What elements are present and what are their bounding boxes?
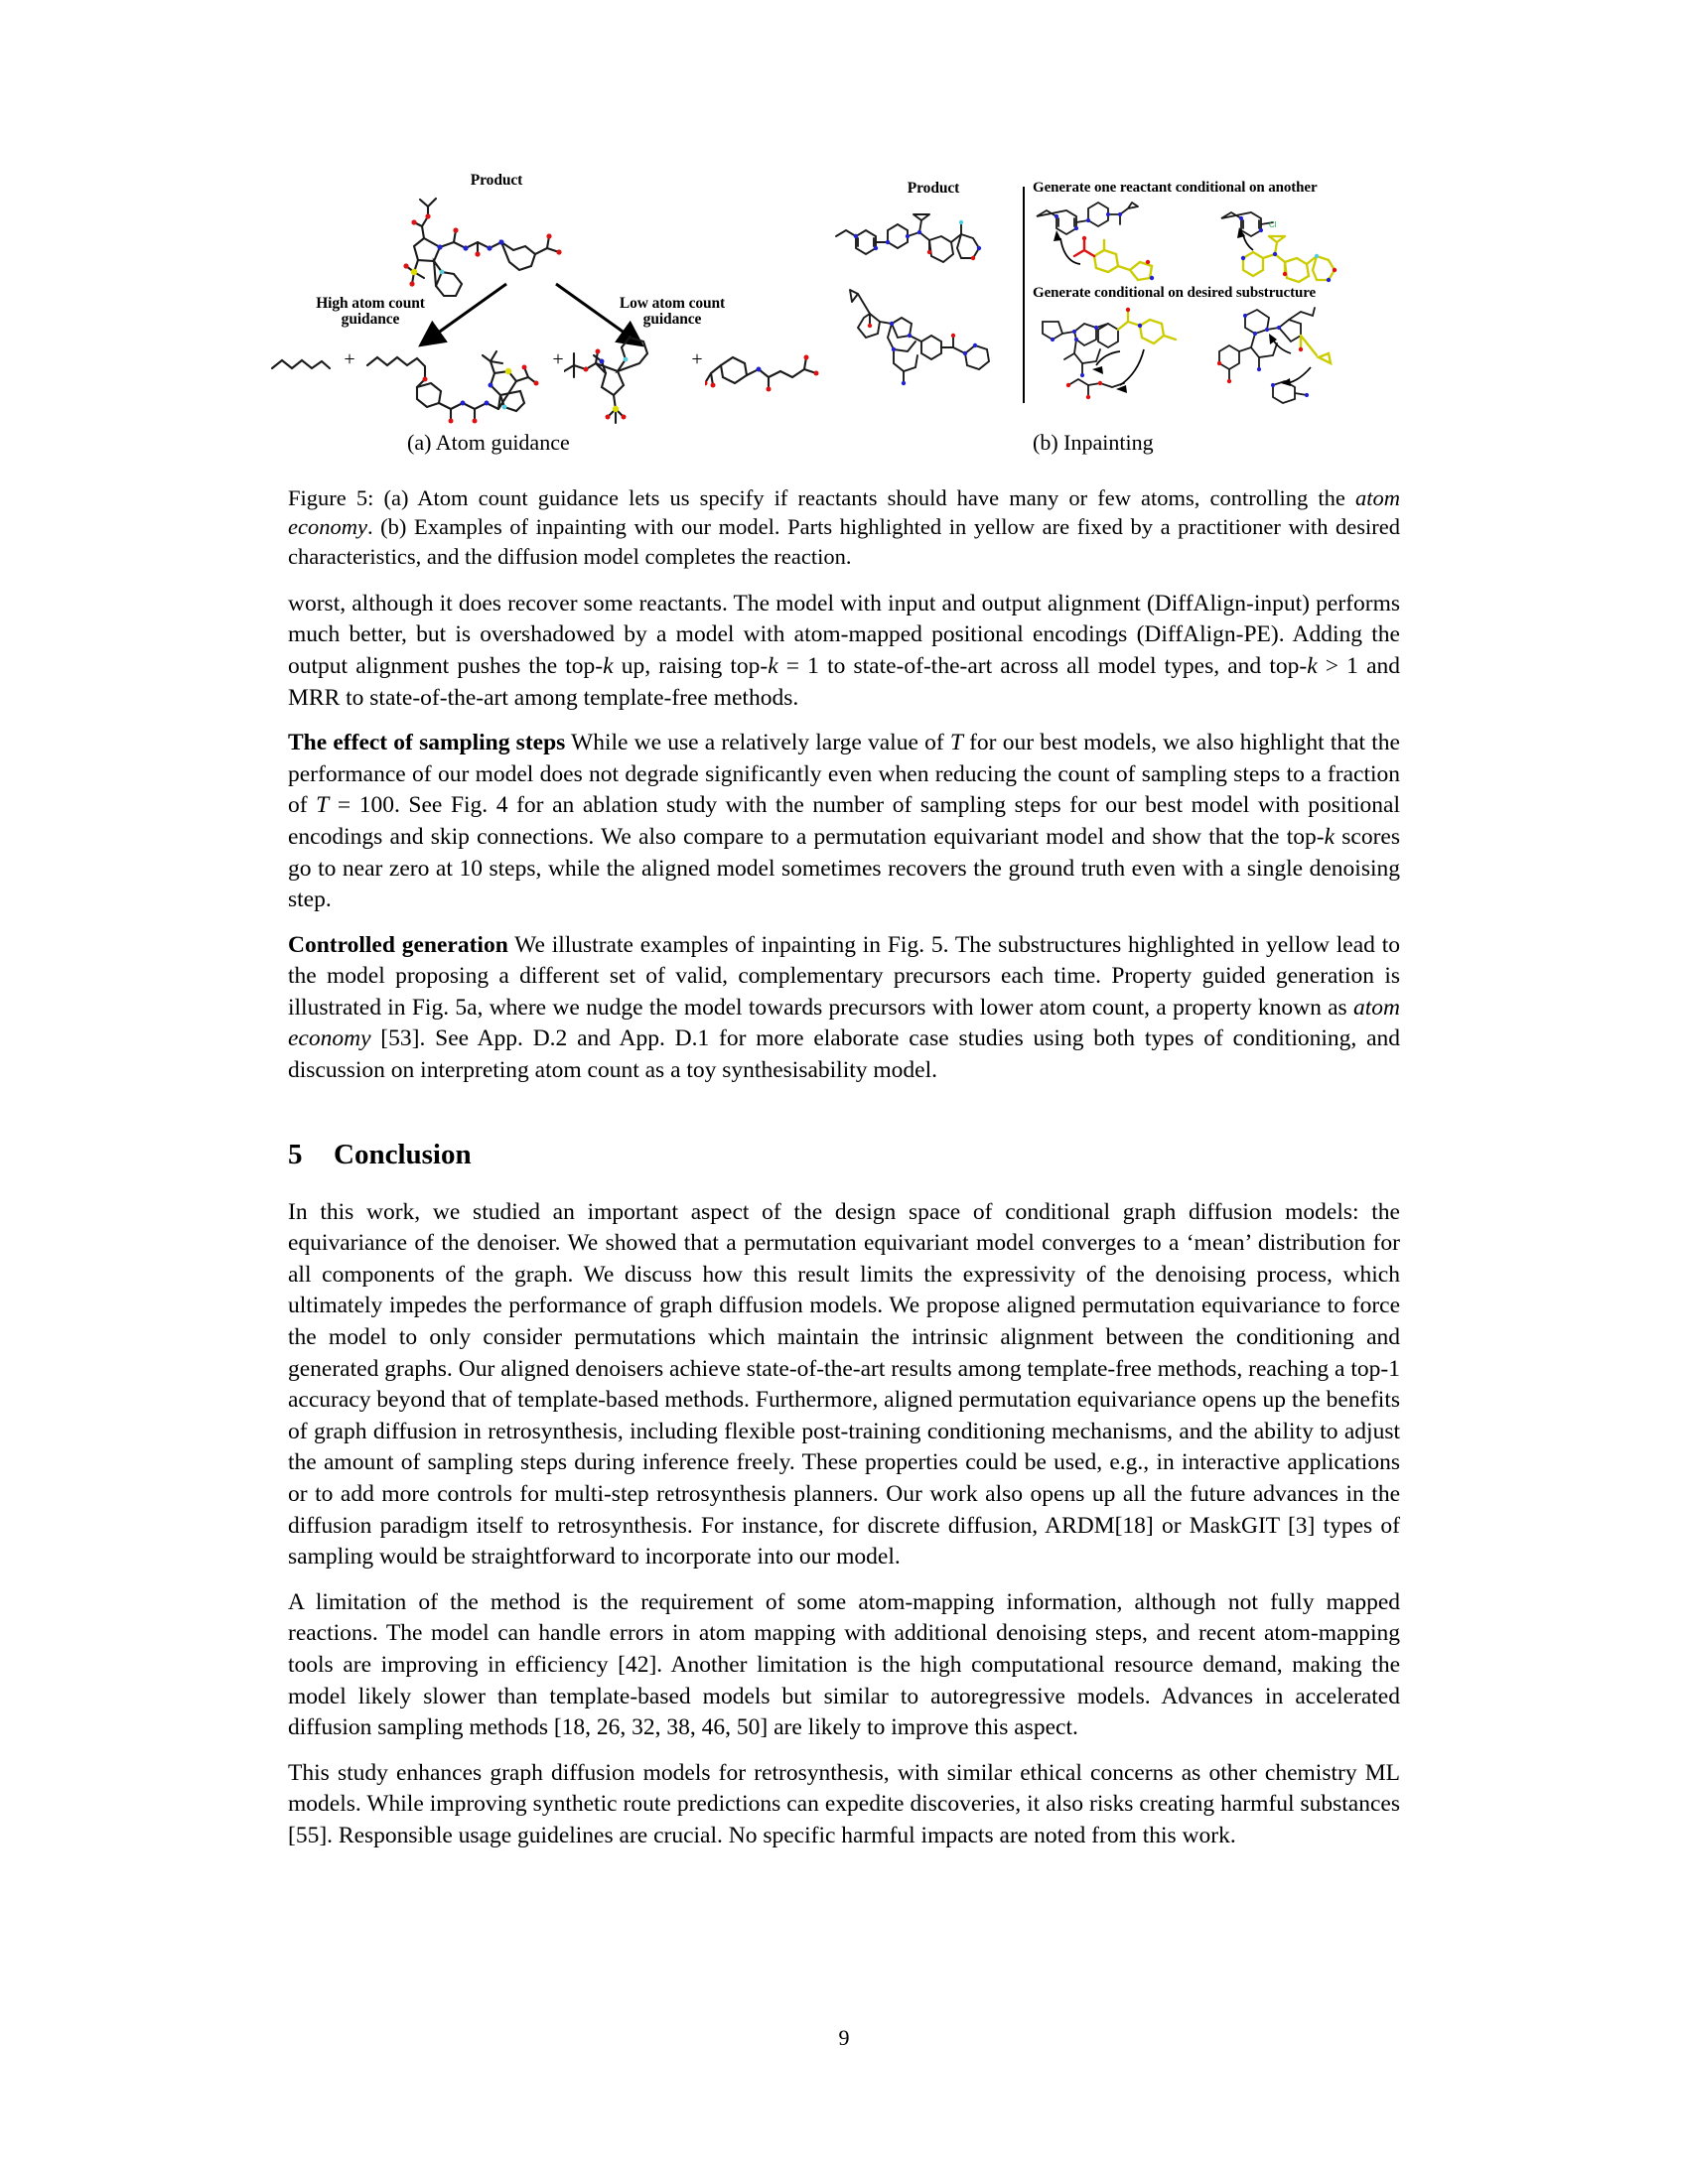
panel-b-product-label: Product [907, 180, 960, 197]
paragraph-worst [288, 589, 1400, 714]
reactant-low-atom-molecule-2 [705, 340, 834, 409]
reactant-low-atom-molecule-1 [564, 336, 693, 425]
inpainting-example-2 [1219, 201, 1398, 286]
para-sampling-T2: T [316, 792, 330, 819]
section-title: Conclusion [334, 1138, 472, 1170]
high-atom-count-line1: High atom count [316, 295, 425, 312]
para-worst-k1: k [603, 652, 614, 679]
plus-sign-a2: + [552, 348, 564, 370]
para-sampling-lead: The effect of sampling steps [288, 730, 566, 756]
figure-5 [288, 172, 1400, 571]
panel-b-product-molecule-1 [834, 210, 1013, 280]
para-worst-eq1: = 1 [777, 652, 819, 679]
panel-b-bottom-section-title: Generate conditional on desired substructure [1033, 285, 1317, 301]
figure-caption [288, 483, 1400, 571]
inpainting-example-4 [1217, 306, 1396, 405]
low-atom-count-line2: guidance [642, 311, 702, 329]
page-number: 9 [838, 2025, 850, 2050]
para-worst-seg2: up, raising top- [613, 652, 769, 679]
panel-a-product-label: Product [470, 172, 523, 189]
para-sampling-seg1: While we use a relatively large value of [565, 730, 950, 756]
para-controlled-lead: Controlled generation [288, 931, 508, 958]
para-controlled-italic-atom-economy: atom economy [288, 994, 1400, 1052]
reactant-alkane-left [268, 352, 338, 382]
figure-caption-part2: . (b) Examples of inpainting with our model. Parts highlighted in yellow are fixed by a practitioner with desired characteristics, and the diffusion model completes the reaction. [288, 514, 1400, 569]
para-controlled-seg1: We illustrate examples of inpainting in Fig. 5. The substructures highlighted in yellow lead to the model proposing a different set of valid, complementary precursors each time. Property guided generation is illustrated in Fig. 5a, where we nudge the model towards precursors with lower atom count, a property known as [288, 931, 1400, 1021]
paragraph-conclusion-1: In this work, we studied an important aspect of the design space of conditional graph diffusion models: the equivariance of the denoiser. We showed that a permutation equivariant model converges to a ‘mean’ distribution for all components of the graph. We discuss how this result limits the expressivity of the denoising process, which ultimately impedes the performance of graph diffusion models. We propose aligned permutation equivariance to force the model to only consider permutations which maintain the intrinsic alignment between the conditioning and generated graphs. Our aligned denoisers achieve state-of-the-art results among template-free methods, reaching a top-1 accuracy beyond that of template-based methods. Furthermore, aligned permutation equivariance opens up the benefits of graph diffusion in retrosynthesis, including flexible post-training conditioning mechanisms, and the ability to adjust the amount of sampling steps during inference freely. These properties could be used, e.g., in interactive applications or to add more controls for multi-step retrosynthesis planners. Our work also opens up all the future advances in the diffusion paradigm itself to retrosynthesis. For instance, for discrete diffusion, ARDM[18] or MaskGIT [3] types of sampling would be straightforward to incorporate into our model. [288, 1198, 1400, 1570]
figure-panel-a-atom-guidance [288, 172, 844, 422]
figure-caption-part1: (a) Atom count guidance lets us specify if reactants should have many or few atoms, controlling the [373, 485, 1355, 510]
subcaption-b: (b) Inpainting [1033, 430, 1154, 455]
inpainting-example-1 [1035, 201, 1213, 286]
panel-a-high-atom-count-label [276, 296, 465, 329]
panel-b-top-section-title: Generate one reactant conditional on another [1033, 180, 1318, 196]
para-sampling-T1: T [949, 730, 963, 756]
para-sampling-eq: = 100 [329, 792, 394, 819]
paragraph-sampling-steps [288, 728, 1400, 916]
reactant-high-atom-molecule [365, 336, 544, 425]
panel-b-vertical-divider [1023, 187, 1025, 403]
para-controlled-seg2: [53]. See App. D.2 and App. D.1 for more elaborate case studies using both types of conditioning, and discussion on interpreting atom count as a toy synthesisability model. [288, 1025, 1400, 1084]
figure-text-gap [288, 571, 1400, 589]
section-heading-conclusion [288, 1139, 1400, 1171]
para-worst-seg4: and MRR to state-of-the-art among template-free methods. [288, 652, 1400, 711]
para-worst-gt1: > 1 [1317, 652, 1358, 679]
panel-b-product-molecule-2 [840, 288, 1019, 402]
para-sampling-seg3: . See Fig. 4 for an ablation study with the number of sampling steps for our best model with positional encodings and skip connections. We also compare to a permutation equivariant model and show that the top- [288, 792, 1400, 850]
section-number: 5 [288, 1138, 303, 1170]
para-sampling-seg2: for our best models, we also highlight that the performance of our model does not degrade significantly even when reducing the count of sampling steps to a fraction of [288, 730, 1400, 819]
para-sampling-seg4: scores go to near zero at 10 steps, while the aligned model sometimes recovers the ground truth even with a single denoising step. [288, 823, 1400, 913]
low-atom-count-line1: Low atom count [619, 295, 726, 312]
subcaption-a: (a) Atom guidance [407, 430, 570, 455]
figure-panels [288, 172, 1400, 422]
high-atom-count-line2: guidance [341, 311, 400, 329]
plus-sign-a3: + [691, 348, 703, 370]
panel-a-low-atom-count-label [578, 296, 767, 329]
figure-subcaptions [288, 430, 1400, 470]
para-worst-seg1: worst, although it does recover some reactants. The model with input and output alignment (DiffAlign-input) performs much better, but is overshadowed by a model with atom-mapped positional encodings (DiffAlign-PE). Adding the output alignment pushes the top- [288, 590, 1400, 679]
figure-caption-italic-atom-economy: atom economy [288, 485, 1400, 540]
svg-text:Cl: Cl [1269, 220, 1277, 229]
inpainting-example-3 [1039, 306, 1217, 405]
paragraph-conclusion-3: This study enhances graph diffusion models for retrosynthesis, with similar ethical concerns as other chemistry ML models. While improving synthetic route predictions can expedite discoveries, it also risks creating harmful substances [55]. Responsible usage guidelines are crucial. No specific harmful impacts are noted from this work. [288, 1759, 1400, 1848]
para-worst-seg3: to state-of-the-art across all model types, and top- [818, 652, 1308, 679]
para-worst-k3: k [1307, 652, 1318, 679]
paragraph-controlled-generation [288, 930, 1400, 1087]
para-sampling-k1: k [1324, 823, 1336, 850]
para-worst-k2: k [768, 652, 778, 679]
page-content [288, 172, 1400, 1866]
figure-panel-b-inpainting [844, 179, 1400, 422]
plus-sign-a1: + [344, 348, 355, 370]
paragraph-conclusion-2: A limitation of the method is the requirement of some atom-mapping information, although not fully mapped reactions. The model can handle errors in atom mapping with additional denoising steps, and recent atom-mapping tools are improving in efficiency [42]. Another limitation is the high computational resource demand, making the model likely slower than template-based models but similar to autoregressive models. Advances in accelerated diffusion sampling methods [18, 26, 32, 38, 46, 50] are likely to improve this aspect. [288, 1588, 1400, 1741]
figure-caption-prefix: Figure 5: [288, 485, 374, 510]
